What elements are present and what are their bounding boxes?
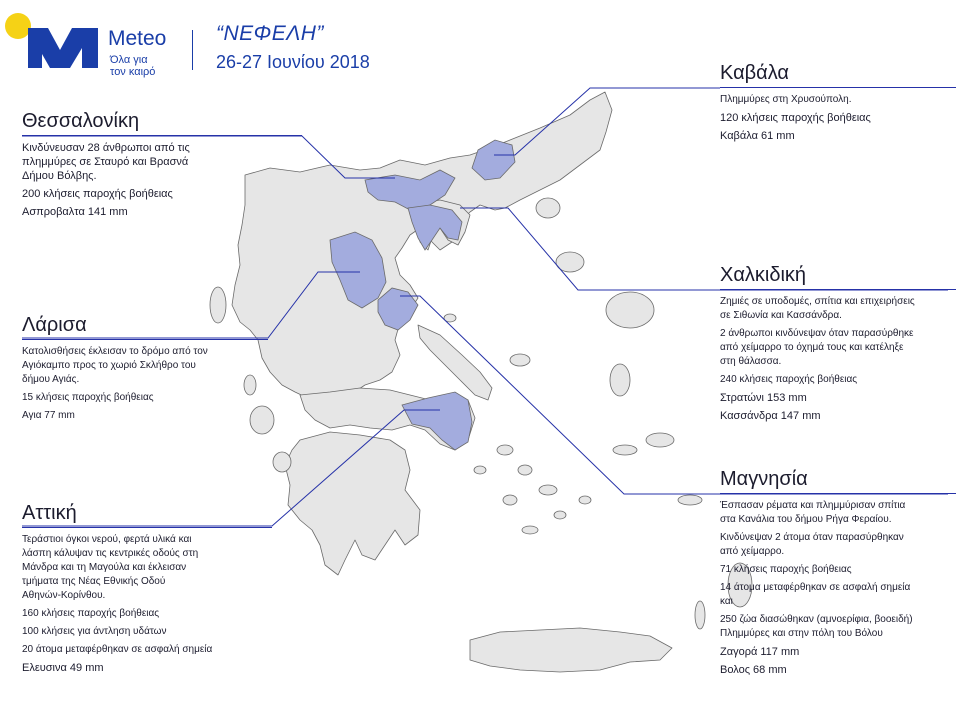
detail-line: Κινδύνεψαν 2 άτομα όταν παρασύρθηκαν	[720, 532, 904, 543]
cyclades-8	[474, 466, 486, 474]
detail-line: Αγια 77 mm	[22, 410, 75, 421]
detail-line: λάσπη κάλυψαν τις κεντρικές οδούς στη	[22, 548, 199, 559]
detail-line: 160 κλήσεις παροχής βοήθειας	[22, 608, 160, 619]
meteo-logo[interactable]	[4, 12, 108, 74]
tagline-line-1: Όλα για	[110, 54, 148, 66]
detail-line: Αγιόκαμπο προς το χωριό Σκλήθρο του	[22, 360, 196, 371]
detail-line: Ελευσινα 49 mm	[22, 662, 104, 674]
detail-line: Κινδύνευσαν 28 άνθρωποι από τις	[22, 142, 190, 154]
detail-line: Τεράστιοι όγκοι νερού, φερτά υλικά και	[22, 534, 192, 545]
detail-line: και	[720, 596, 733, 607]
detail-line: 120 κλήσεις παροχής βοήθειας	[720, 112, 871, 124]
detail-line: στα Κανάλια του δήμου Ρήγα Φεραίου.	[720, 514, 892, 525]
cyclades-7	[579, 496, 591, 504]
tagline-line-2: τον καιρό	[110, 66, 156, 78]
detail-line: Βολος 68 mm	[720, 664, 787, 676]
region-magnesia	[720, 468, 956, 677]
detail-line: Ασπροβαλτα 141 mm	[22, 206, 128, 218]
region-divider	[22, 339, 268, 340]
detail-line: 71 κλήσεις παροχής βοήθειας	[720, 564, 852, 575]
detail-line: Πλημμύρες και στην πόλη του Βόλου	[720, 628, 883, 639]
region-divider	[720, 87, 956, 88]
detail-line: 100 κλήσεις για άντληση υδάτων	[22, 626, 167, 637]
storm-name: “ΝΕΦΕΛΗ”	[216, 22, 324, 45]
region-larisa	[22, 314, 268, 423]
region-title: Μαγνησία	[720, 468, 808, 490]
detail-line: 15 κλήσεις παροχής βοήθειας	[22, 392, 154, 403]
region-title: Αττική	[22, 502, 77, 524]
detail-line: σε Σιθωνία και Κασσάνδρα.	[720, 310, 842, 321]
sun-icon	[5, 13, 31, 39]
detail-line: 2 άνθρωποι κινδύνεψαν όταν παρασύρθηκε	[720, 328, 914, 339]
region-kavala	[720, 62, 956, 143]
detail-line: 14 άτομα μεταφέρθηκαν σε ασφαλή σημεία	[720, 582, 911, 593]
detail-line: Ζαγορά 117 mm	[720, 646, 800, 658]
region-divider	[720, 493, 956, 494]
cyclades-6	[522, 526, 538, 534]
region-details	[22, 533, 272, 675]
detail-line: Αθηνών-Κορίνθου.	[22, 590, 106, 601]
region-attiki	[22, 502, 272, 675]
region-details	[720, 295, 956, 423]
detail-line: 200 κλήσεις παροχής βοήθειας	[22, 188, 173, 200]
brand-tagline	[110, 54, 155, 78]
region-divider	[22, 527, 272, 528]
detail-line: 240 κλήσεις παροχής βοήθειας	[720, 374, 858, 385]
detail-line: στη θάλασσα.	[720, 356, 782, 367]
cyclades-2	[518, 465, 532, 475]
detail-line: δήμου Αγιάς.	[22, 374, 80, 385]
region-title: Καβάλα	[720, 62, 789, 84]
samos	[646, 433, 674, 447]
region-title: Θεσσαλονίκη	[22, 110, 140, 132]
region-details	[720, 93, 956, 143]
detail-line: Στρατώνι 153 mm	[720, 392, 807, 404]
region-divider	[720, 289, 956, 290]
thasos	[536, 198, 560, 218]
cyclades-5	[554, 511, 566, 519]
detail-line: Πλημμύρες στη Χρυσούπολη.	[720, 94, 852, 105]
region-details	[22, 345, 268, 423]
kos	[678, 495, 702, 505]
ikaria	[613, 445, 637, 455]
region-details	[22, 141, 302, 219]
detail-line: τμήματα της Νέας Εθνικής Οδού	[22, 576, 166, 587]
chios	[610, 364, 630, 396]
cyclades-3	[539, 485, 557, 495]
region-title: Λάρισα	[22, 314, 87, 336]
detail-line: Κασσάνδρα 147 mm	[720, 410, 821, 422]
m-letter-icon	[28, 28, 98, 68]
region-details	[720, 499, 956, 677]
region-divider	[22, 135, 302, 136]
detail-line: Καβάλα 61 mm	[720, 130, 795, 142]
storm-dates: 26-27 Ιουνίου 2018	[216, 52, 370, 72]
crete	[470, 628, 672, 672]
brand-name: Meteo	[108, 27, 167, 50]
detail-line: Μάνδρα και τη Μαγούλα και έκλεισαν	[22, 562, 187, 573]
detail-line: από χείμαρρο.	[720, 546, 785, 557]
detail-line: από χείμαρρο το όχημά τους και κατέληξε	[720, 342, 904, 353]
detail-line: πλημμύρες σε Σταυρό και Βρασνά	[22, 156, 189, 168]
region-chalkidiki	[720, 264, 956, 423]
skyros	[510, 354, 530, 366]
zakynthos	[273, 452, 291, 472]
karpathos	[695, 601, 705, 629]
lesvos	[606, 292, 654, 328]
cyclades-4	[503, 495, 517, 505]
detail-line: Ζημιές σε υποδομές, σπίτια και επιχειρήσεις	[720, 296, 915, 307]
detail-line: Κατολισθήσεις έκλεισαν το δρόμο από τον	[22, 346, 208, 357]
region-title: Χαλκιδική	[720, 264, 807, 286]
cyclades-1	[497, 445, 513, 455]
logo-divider	[192, 30, 193, 70]
detail-line: 20 άτομα μεταφέρθηκαν σε ασφαλή σημεία	[22, 644, 213, 655]
detail-line: Έσπασαν ρέματα και πλημμύρισαν σπίτια	[720, 500, 906, 511]
region-thessaloniki	[22, 110, 302, 219]
peloponnese	[285, 432, 420, 575]
evia	[418, 325, 492, 400]
detail-line: 250 ζώα διασώθηκαν (αμνοερίφια, βοοειδή)	[720, 614, 913, 625]
detail-line: Δήμου Βόλβης.	[22, 170, 97, 182]
